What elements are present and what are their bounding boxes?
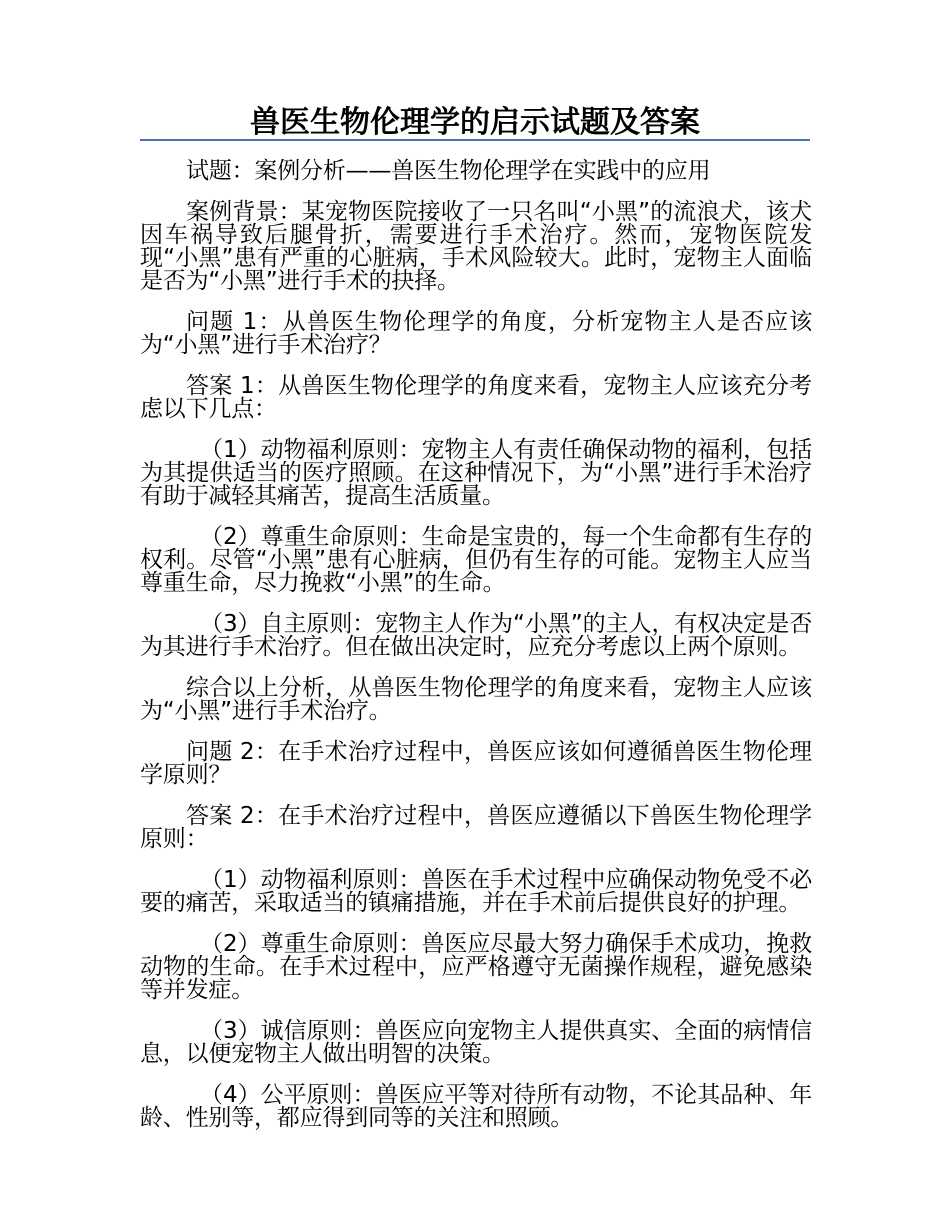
answer-2-point-3: （3）诚信原则：兽医应向宠物主人提供真实、全面的病情信息，以便宠物主人做出明智的决策。 — [140, 1018, 812, 1067]
answer-1-point-2: （2）尊重生命原则：生命是宝贵的，每一个生命都有生存的权利。尽管“小黑”患有心脏病，但仍有生存的可能。宠物主人应当尊重生命，尽力挽救“小黑”的生命。 — [140, 524, 812, 596]
question-1: 问题 1：从兽医生物伦理学的角度，分析宠物主人是否应该为“小黑”进行手术治疗？ — [140, 309, 812, 358]
answer-2-point-2: （2）尊重生命原则：兽医应尽最大努力确保手术成功，挽救动物的生命。在手术过程中，应严格遵守无菌操作规程，避免感染等并发症。 — [140, 931, 812, 1003]
answer-2-point-4: （4）公平原则：兽医应平等对待所有动物，不论其品种、年龄、性别等，都应得到同等的关注和照顾。 — [140, 1082, 812, 1131]
answer-1-conclusion: 综合以上分析，从兽医生物伦理学的角度来看，宠物主人应该为“小黑”进行手术治疗。 — [140, 675, 812, 724]
answer-1-point-3: （3）自主原则：宠物主人作为“小黑”的主人，有权决定是否为其进行手术治疗。但在做出决定时，应充分考虑以上两个原则。 — [140, 611, 812, 660]
answer-2: 答案 2：在手术治疗过程中，兽医应遵循以下兽医生物伦理学原则： — [140, 803, 812, 852]
document-body — [140, 160, 812, 1148]
answer-2-point-1: （1）动物福利原则：兽医在手术过程中应确保动物免受不必要的痛苦，采取适当的镇痛措施，并在手术前后提供良好的护理。 — [140, 867, 812, 916]
question-2: 问题 2：在手术治疗过程中，兽医应该如何遵循兽医生物伦理学原则？ — [140, 739, 812, 788]
answer-1-point-1: （1）动物福利原则：宠物主人有责任确保动物的福利，包括为其提供适当的医疗照顾。在这种情况下，为“小黑”进行手术治疗有助于减轻其痛苦，提高生活质量。 — [140, 437, 812, 509]
case-background: 案例背景：某宠物医院接收了一只名叫“小黑”的流浪犬，该犬因车祸导致后腿骨折，需要进行手术治疗。然而，宠物医院发现“小黑”患有严重的心脏病，手术风险较大。此时，宠物主人面临是否为“小黑”进行手术的抉择。 — [140, 199, 812, 294]
title-underline — [140, 139, 810, 141]
exam-topic: 试题：案例分析——兽医生物伦理学在实践中的应用 — [186, 158, 711, 184]
document-title: 兽医生物伦理学的启示试题及答案 — [250, 105, 700, 140]
answer-1: 答案 1：从兽医生物伦理学的角度来看，宠物主人应该充分考虑以下几点： — [140, 373, 812, 422]
